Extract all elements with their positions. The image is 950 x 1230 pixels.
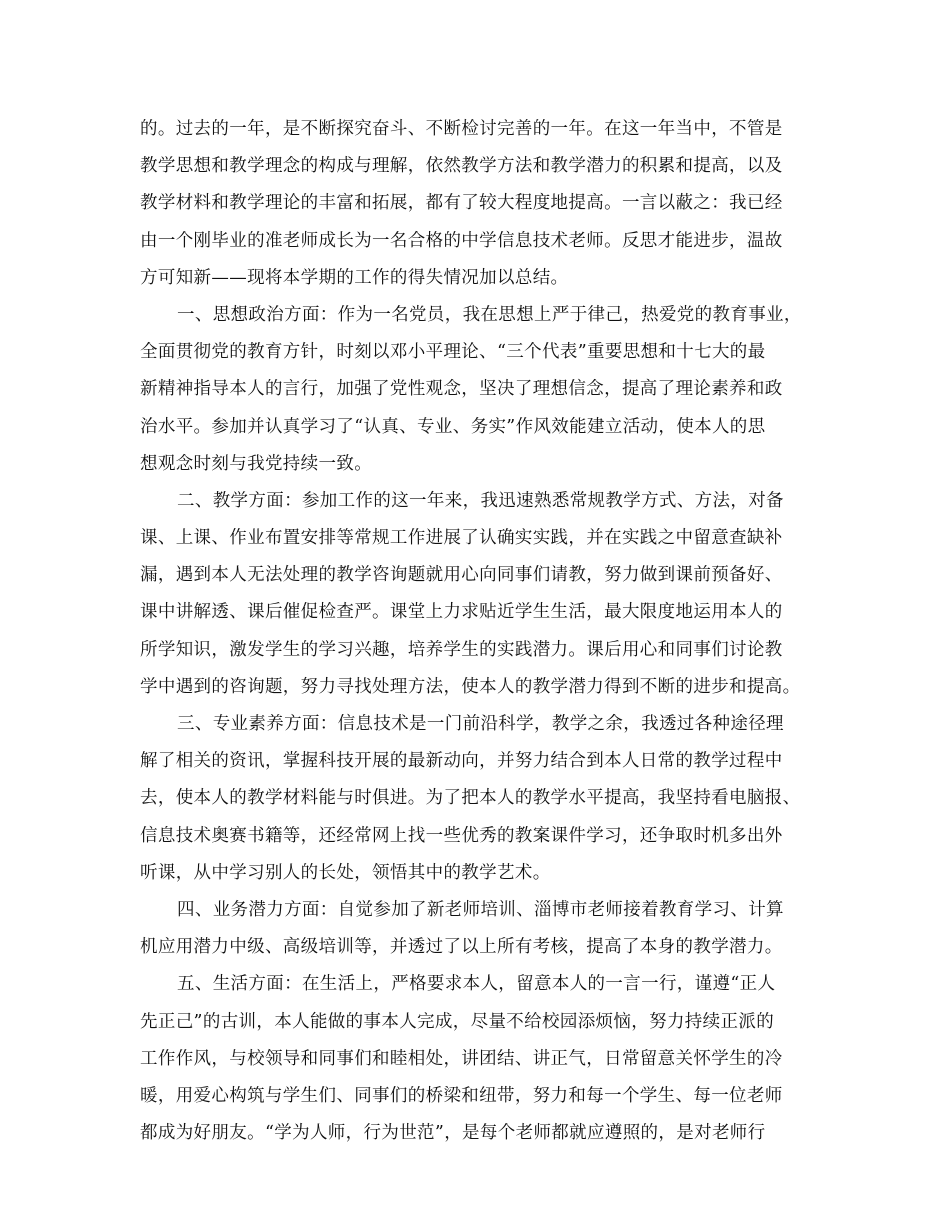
- body-line: 教学思想和教学理念的构成与理解，依然教学方法和教学潜力的积累和提高，以及: [140, 156, 783, 177]
- body-line: 漏，遇到本人无法处理的教学咨询题就用心向同事们请教，努力做到课前预备好、: [140, 565, 783, 586]
- section-business-first-line: 四、业务潜力方面：自觉参加了新老师培训、淄博市老师接着教育学习、计算: [177, 899, 784, 920]
- section-teaching-first-line: 二、教学方面：参加工作的这一年来，我迅速熟悉常规教学方式、方法，对备: [177, 490, 784, 511]
- body-line: 教学材料和教学理论的丰富和拓展，都有了较大程度地提高。一言以蔽之：我已经: [140, 193, 783, 214]
- body-line: 去，使本人的教学材料能与时俱进。为了把本人的教学水平提高，我坚持看电脑报、: [140, 788, 801, 809]
- body-line: 信息技术奥赛书籍等，还经常网上找一些优秀的教案课件学习，还争取时机多出外: [140, 825, 783, 846]
- body-line: 想观念时刻与我党持续一致。: [140, 453, 373, 474]
- body-line: 暖，用爱心构筑与学生们、同事们的桥梁和纽带，努力和每一个学生、每一位老师: [140, 1085, 783, 1106]
- body-line: 课中讲解透、课后催促检查严。课堂上力求贴近学生生活，最大限度地运用本人的: [140, 602, 783, 623]
- document-body: [140, 111, 808, 1152]
- body-line: 方可知新——现将本学期的工作的得失情况加以总结。: [140, 267, 569, 288]
- body-line: 课、上课、作业布置安排等常规工作进展了认确实实践，并在实践之中留意查缺补: [140, 528, 783, 549]
- body-line: 所学知识，激发学生的学习兴趣，培养学生的实践潜力。课后用心和同事们讨论教: [140, 639, 783, 660]
- body-line: 都成为好朋友。“学为人师，行为世范”，是每个老师都就应遵照的，是对老师行: [140, 1123, 766, 1144]
- body-line: 机应用潜力中级、高级培训等，并透过了以上所有考核，提高了本身的教学潜力。: [140, 937, 783, 958]
- body-line: 先正己”的古训，本人能做的事本人完成，尽量不给校园添烦恼，努力持续正派的: [140, 1011, 775, 1032]
- section-professional-first-line: 三、专业素养方面：信息技术是一门前沿科学，教学之余，我透过各种途径理: [177, 714, 784, 734]
- body-line: 治水平。参加并认真学习了“认真、专业、务实”作风效能建立活动，使本人的思: [140, 416, 766, 437]
- body-line: 的。过去的一年，是不断探究奋斗、不断检讨完善的一年。在这一年当中，不管是: [140, 119, 783, 139]
- body-line: 工作作风，与校领导和同事们和睦相处，讲团结、讲正气，日常留意关怀学生的冷: [140, 1048, 783, 1069]
- section-political-first-line: 一、思想政治方面：作为一名党员，我在思想上严于律己，热爱党的教育事业，: [177, 304, 802, 325]
- body-line: 学中遇到的咨询题，努力寻找处理方法，使本人的教学潜力得到不断的进步和提高。: [140, 676, 801, 697]
- body-line: 解了相关的资讯，掌握科技开展的最新动向，并努力结合到本人日常的教学过程中: [140, 751, 783, 772]
- body-line: 全面贯彻党的教育方针，时刻以邓小平理论、“三个代表”重要思想和十七大的最: [140, 342, 766, 363]
- body-line: 新精神指导本人的言行，加强了党性观念，坚决了理想信念，提高了理论素养和政: [140, 379, 783, 400]
- body-line: 听课，从中学习别人的长处，领悟其中的教学艺术。: [140, 862, 551, 883]
- body-line: 由一个刚毕业的准老师成长为一名合格的中学信息技术老师。反思才能进步，温故: [140, 230, 783, 251]
- section-life-first-line: 五、生活方面：在生活上，严格要求本人，留意本人的一言一行，谨遵“正人: [177, 974, 776, 995]
